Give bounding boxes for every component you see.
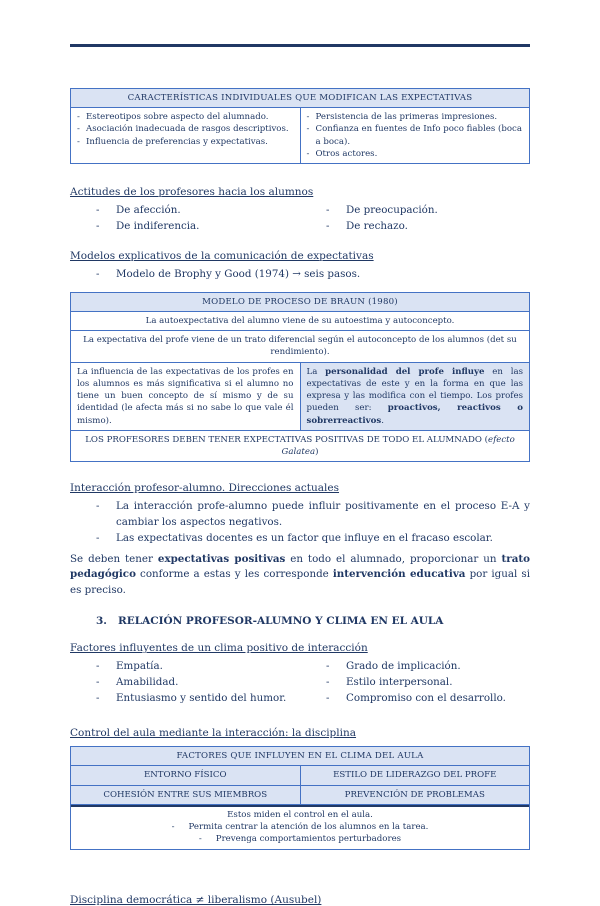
dash-bullet: -: [326, 676, 330, 689]
factores-list: [70, 659, 530, 707]
list-item: [70, 659, 300, 675]
table-list-item: [307, 148, 524, 160]
text-run: por igual si es preciso.: [70, 568, 531, 596]
braun-row-2: La expectativa del profe viene de un trato diferencial según el autoconcepto de los alumnos (det su rendimiento).: [71, 331, 530, 362]
dash-bullet: -: [96, 204, 100, 217]
table-list-item-text: Estereotipos sobre aspecto del alumnado.: [86, 112, 269, 123]
list-item-text: Amabilidad.: [116, 676, 179, 689]
dash-bullet: -: [96, 267, 100, 280]
actitudes-right-column: [300, 203, 530, 235]
clima-table-title: FACTORES QUE INFLUYEN EN EL CLIMA DEL AULA: [71, 747, 530, 766]
actitudes-left-column: [70, 203, 300, 235]
list-item: [70, 499, 530, 531]
bold-run: personalidad del profe influye: [325, 366, 485, 377]
list-item-text: Las expectativas docentes es un factor que influye en el fracaso escolar.: [116, 532, 493, 545]
dash-bullet: -: [77, 136, 80, 147]
dash-bullet: -: [306, 124, 310, 135]
dash-bullet: -: [326, 692, 330, 705]
expectativas-left-cell: [71, 108, 301, 164]
italic-run: efecto Galatea: [281, 434, 515, 457]
braun-table: [70, 292, 530, 462]
list-item-text: Estilo interpersonal.: [346, 676, 453, 689]
clima-footer-item: [77, 821, 523, 833]
clima-footer-item-text: Permita centrar la atención de los alumnos en la tarea.: [188, 821, 429, 832]
text-run: LOS PROFESORES DEBEN TENER EXPECTATIVAS POSITIVAS DE TODO EL ALUMNADO (: [85, 434, 488, 445]
clima-footer-cell: [71, 804, 530, 850]
dash-bullet: -: [96, 676, 100, 689]
factores-left-column: [70, 659, 300, 707]
heading-disciplina: Disciplina democrática ≠ liberalismo (Ausubel): [70, 894, 322, 906]
clima-cell-prevencion: PREVENCIÓN DE PROBLEMAS: [300, 785, 530, 804]
list-item: [70, 691, 300, 707]
dash-bullet: -: [198, 834, 202, 845]
heading-factores-clima: Factores influyentes de un clima positivo de interacción: [70, 642, 368, 655]
list-item: [300, 659, 530, 675]
text-run: La: [306, 366, 326, 377]
section-title: RELACIÓN PROFESOR-ALUMNO Y CLIMA EN EL AULA: [118, 615, 444, 628]
braun-row-1: La autoexpectativa del alumno viene de su autoestima y autoconcepto.: [71, 312, 530, 331]
table-list-item: [307, 111, 524, 123]
expectativas-table: [70, 88, 530, 164]
list-item: [70, 203, 300, 219]
list-item-text: De afección.: [116, 204, 181, 217]
list-item: [300, 203, 530, 219]
table-list-item: [77, 111, 294, 123]
braun-right-cell: [300, 362, 530, 430]
clima-cell-cohesion: COHESIÓN ENTRE SUS MIEMBROS: [71, 785, 301, 804]
text-run: .: [381, 415, 384, 426]
section-number: 3.: [96, 615, 107, 628]
table-list-item-text: Confianza en fuentes de Info poco fiables (boca a boca).: [315, 124, 522, 147]
factores-right-column: [300, 659, 530, 707]
list-item-text: Empatía.: [116, 660, 163, 673]
heading-seccion-3: [70, 615, 530, 627]
text-run: Se deben tener: [70, 552, 158, 565]
dash-bullet: -: [96, 500, 100, 513]
dash-bullet: -: [96, 660, 100, 673]
table-list-item: [307, 123, 524, 147]
list-item: [70, 267, 530, 283]
braun-footer-row: [71, 430, 530, 461]
dash-bullet: -: [171, 821, 175, 832]
list-item: [300, 219, 530, 235]
bold-run: proactivos, reactivos o sobrerreactivos: [306, 403, 523, 426]
table-list-item-text: Otros actores.: [315, 148, 378, 159]
text-run: en las expectativas de este y en la forma en que las expresa y las modifica con el tiempo. Los profes pueden ser:: [306, 366, 523, 414]
interaccion-paragraph: [70, 552, 530, 598]
clima-footer-line: Estos miden el control en el aula.: [227, 809, 373, 820]
list-item-text: De preocupación.: [346, 204, 438, 217]
expectativas-right-cell: [300, 108, 530, 164]
table-list-item-text: Asociación inadecuada de rasgos descriptivos.: [86, 124, 289, 135]
actitudes-list: [70, 203, 530, 235]
dash-bullet: -: [326, 204, 330, 217]
dash-bullet: -: [96, 219, 100, 232]
bold-run: trato pedagógico: [70, 552, 530, 581]
dash-bullet: -: [96, 692, 100, 705]
list-item: [300, 675, 530, 691]
bold-run: expectativas positivas: [157, 552, 286, 565]
braun-left-cell: La influencia de las expectativas de los profes en los alumnos es más significativa si el alumno no tiene un buen concepto de sí mismo y de su identidad (le afecta más si no sabe lo que vale él mismo).: [71, 362, 301, 430]
list-item-text: De indiferencia.: [116, 219, 200, 232]
list-item: [300, 691, 530, 707]
clima-cell-entorno: ENTORNO FÍSICO: [71, 766, 301, 785]
table-list-item-text: Influencia de preferencias y expectativas.: [86, 136, 268, 147]
document-content: [70, 88, 530, 906]
clima-footer-item-text: Prevenga comportamientos perturbadores: [215, 834, 402, 845]
dash-bullet: -: [326, 660, 330, 673]
list-item: [70, 675, 300, 691]
list-item: [70, 531, 530, 547]
braun-table-title: MODELO DE PROCESO DE BRAUN (1980): [71, 292, 530, 311]
heading-control-aula: Control del aula mediante la interacción: la disciplina: [70, 727, 357, 740]
list-item: [70, 219, 300, 235]
dash-bullet: -: [77, 112, 80, 123]
list-item-text: Entusiasmo y sentido del humor.: [116, 692, 287, 705]
dash-bullet: -: [77, 124, 80, 135]
clima-table: [70, 746, 530, 850]
dash-bullet: -: [306, 148, 310, 159]
text-run: ): [315, 446, 319, 457]
dash-bullet: -: [96, 532, 100, 545]
list-item-text: De rechazo.: [346, 219, 408, 232]
list-item-text: La interacción profe-alumno puede influir positivamente en el proceso E-A y cambiar los aspectos negativos.: [116, 500, 530, 529]
interaccion-list: [70, 499, 530, 547]
table-list-item-text: Persistencia de las primeras impresiones.: [315, 112, 498, 123]
table-list-item: [77, 136, 294, 148]
clima-cell-liderazgo: ESTILO DE LIDERAZGO DEL PROFE: [300, 766, 530, 785]
text-run: en todo el alumnado, proporcionar un: [285, 552, 502, 565]
bold-run: intervención educativa: [332, 568, 466, 581]
list-item-text: Compromiso con el desarrollo.: [346, 692, 506, 705]
heading-actitudes: Actitudes de los profesores hacia los alumnos: [70, 186, 314, 199]
list-item-text: Modelo de Brophy y Good (1974) → seis pasos.: [116, 267, 361, 280]
dash-bullet: -: [326, 219, 330, 232]
heading-interaccion: Interacción profesor-alumno. Direcciones actuales: [70, 482, 340, 495]
table-list-item: [77, 123, 294, 135]
top-page-rule: [70, 44, 530, 47]
dash-bullet: -: [306, 112, 310, 123]
text-run: conforme a estas y les corresponde: [135, 568, 333, 581]
heading-modelos: Modelos explicativos de la comunicación de expectativas: [70, 249, 374, 262]
list-item-text: Grado de implicación.: [346, 660, 461, 673]
expectativas-table-title: CARACTERÍSTICAS INDIVIDUALES QUE MODIFICAN LAS EXPECTATIVAS: [71, 89, 530, 108]
clima-footer-item: [77, 833, 523, 845]
